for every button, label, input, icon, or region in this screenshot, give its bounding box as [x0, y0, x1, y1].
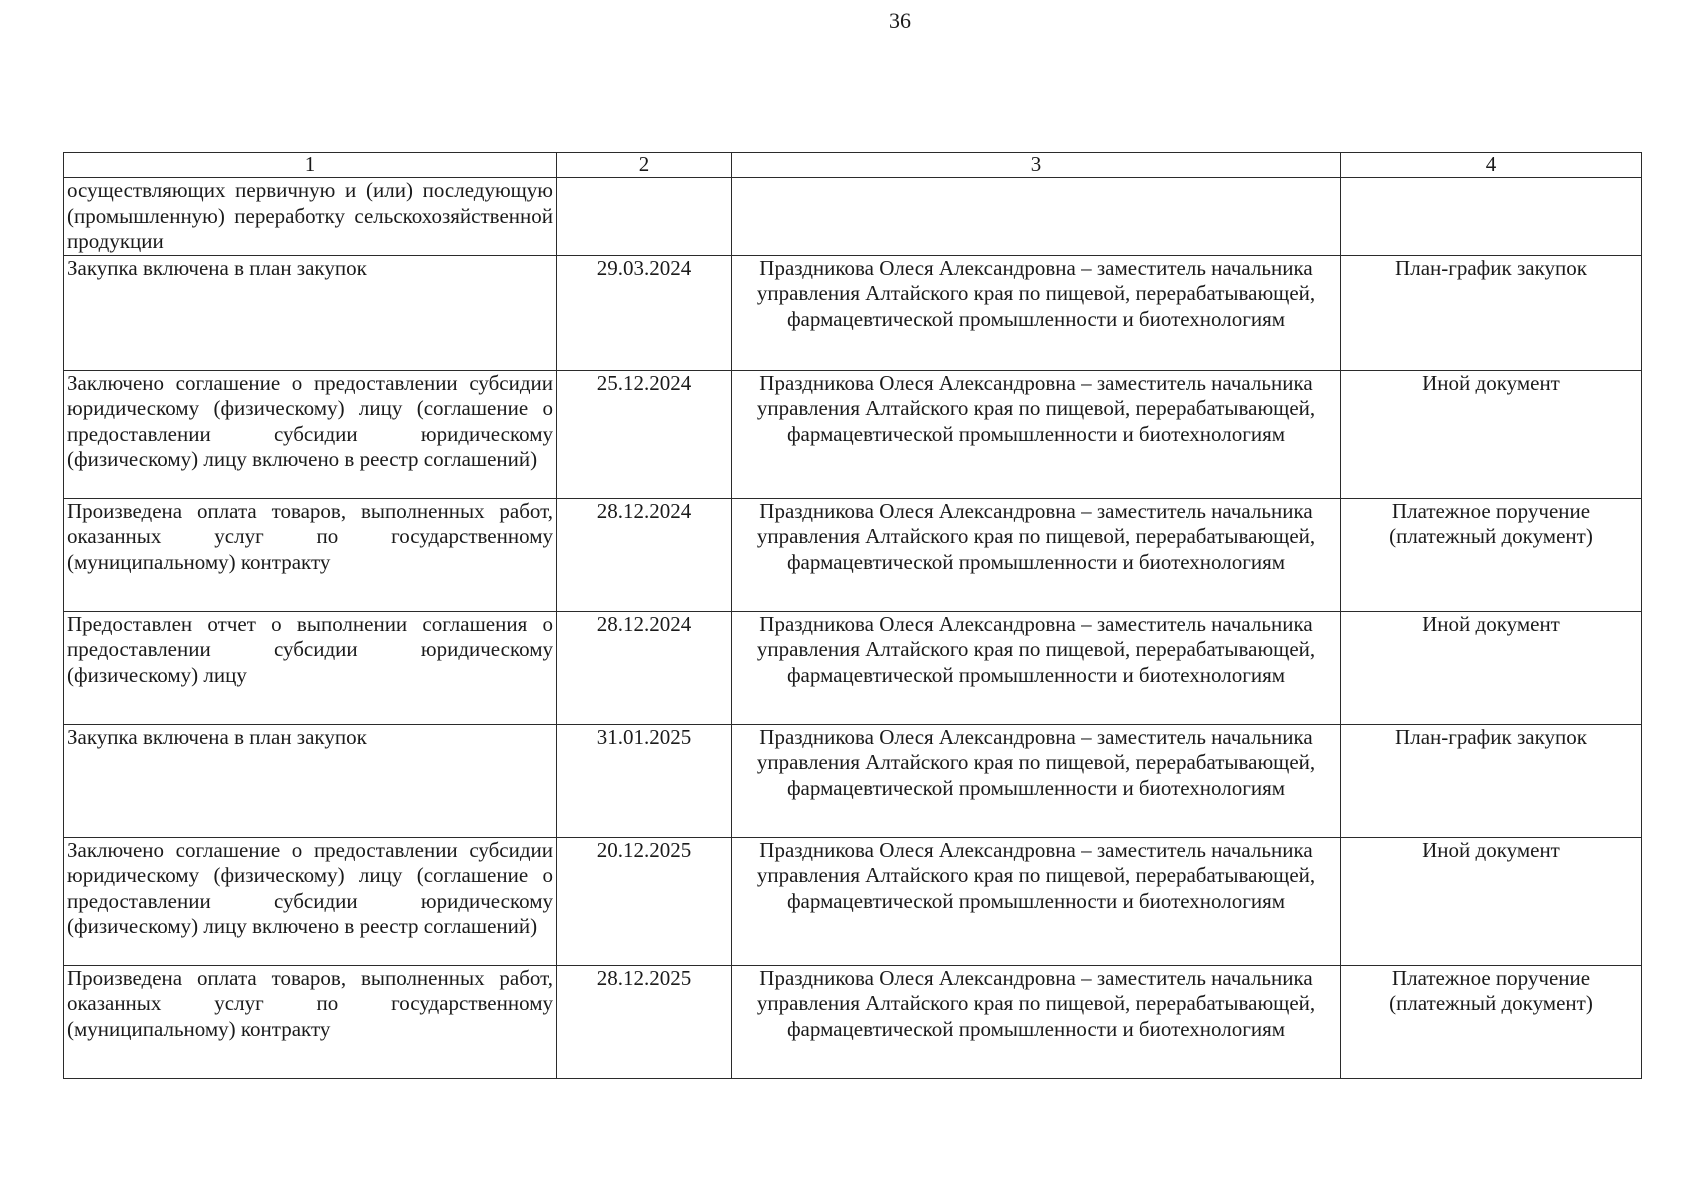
date-cell: 20.12.2025: [557, 837, 732, 965]
table-row: [64, 498, 1642, 611]
responsible-cell: Праздникова Олеся Александровна – заместитель начальника управления Алтайского края по пищевой, перерабатывающей, фармацевтической промышленности и биотехнологиям: [732, 611, 1341, 724]
document-cell: Иной документ: [1341, 611, 1642, 724]
table-row: [64, 724, 1642, 837]
responsible-cell: Праздникова Олеся Александровна – заместитель начальника управления Алтайского края по пищевой, перерабатывающей, фармацевтической промышленности и биотехнологиям: [732, 724, 1341, 837]
column-header: 4: [1341, 153, 1642, 178]
document-cell: Иной документ: [1341, 370, 1642, 498]
document-cell: Платежное поручение (платежный документ): [1341, 965, 1642, 1078]
responsible-cell: [732, 178, 1341, 256]
column-header: 3: [732, 153, 1341, 178]
table-row: [64, 965, 1642, 1078]
document-cell: План-график закупок: [1341, 255, 1642, 370]
table-header-row: [64, 153, 1642, 178]
event-cell: Заключено соглашение о предоставлении субсидии юридическому (физическому) лицу (соглашение о предоставлении субсидии юридическому (физическому) лицу включено в реестр соглашений): [64, 370, 557, 498]
responsible-cell: Праздникова Олеся Александровна – заместитель начальника управления Алтайского края по пищевой, перерабатывающей, фармацевтической промышленности и биотехнологиям: [732, 837, 1341, 965]
date-cell: 29.03.2024: [557, 255, 732, 370]
responsible-cell: Праздникова Олеся Александровна – заместитель начальника управления Алтайского края по пищевой, перерабатывающей, фармацевтической промышленности и биотехнологиям: [732, 370, 1341, 498]
table-row: [64, 837, 1642, 965]
date-cell: 28.12.2024: [557, 611, 732, 724]
table-row: [64, 178, 1642, 256]
event-cell: Произведена оплата товаров, выполненных работ, оказанных услуг по государственному (муниципальному) контракту: [64, 965, 557, 1078]
page-number: 36: [889, 8, 911, 33]
responsible-cell: Праздникова Олеся Александровна – заместитель начальника управления Алтайского края по пищевой, перерабатывающей, фармацевтической промышленности и биотехнологиям: [732, 498, 1341, 611]
document-cell: Иной документ: [1341, 837, 1642, 965]
event-cell: Предоставлен отчет о выполнении соглашения о предоставлении субсидии юридическому (физическому) лицу: [64, 611, 557, 724]
events-table: [63, 152, 1642, 1079]
column-header: 2: [557, 153, 732, 178]
document-cell: Платежное поручение (платежный документ): [1341, 498, 1642, 611]
date-cell: 28.12.2025: [557, 965, 732, 1078]
column-header: 1: [64, 153, 557, 178]
table-row: [64, 370, 1642, 498]
event-cell: осуществляющих первичную и (или) последующую (промышленную) переработку сельскохозяйственной продукции: [64, 178, 557, 256]
document-cell: План-график закупок: [1341, 724, 1642, 837]
date-cell: 25.12.2024: [557, 370, 732, 498]
date-cell: 31.01.2025: [557, 724, 732, 837]
table-row: [64, 611, 1642, 724]
responsible-cell: Праздникова Олеся Александровна – заместитель начальника управления Алтайского края по пищевой, перерабатывающей, фармацевтической промышленности и биотехнологиям: [732, 965, 1341, 1078]
event-cell: Произведена оплата товаров, выполненных работ, оказанных услуг по государственному (муниципальному) контракту: [64, 498, 557, 611]
event-cell: Закупка включена в план закупок: [64, 724, 557, 837]
event-cell: Закупка включена в план закупок: [64, 255, 557, 370]
document-cell: [1341, 178, 1642, 256]
date-cell: [557, 178, 732, 256]
date-cell: 28.12.2024: [557, 498, 732, 611]
responsible-cell: Праздникова Олеся Александровна – заместитель начальника управления Алтайского края по пищевой, перерабатывающей, фармацевтической промышленности и биотехнологиям: [732, 255, 1341, 370]
event-cell: Заключено соглашение о предоставлении субсидии юридическому (физическому) лицу (соглашение о предоставлении субсидии юридическому (физическому) лицу включено в реестр соглашений): [64, 837, 557, 965]
table-row: [64, 255, 1642, 370]
